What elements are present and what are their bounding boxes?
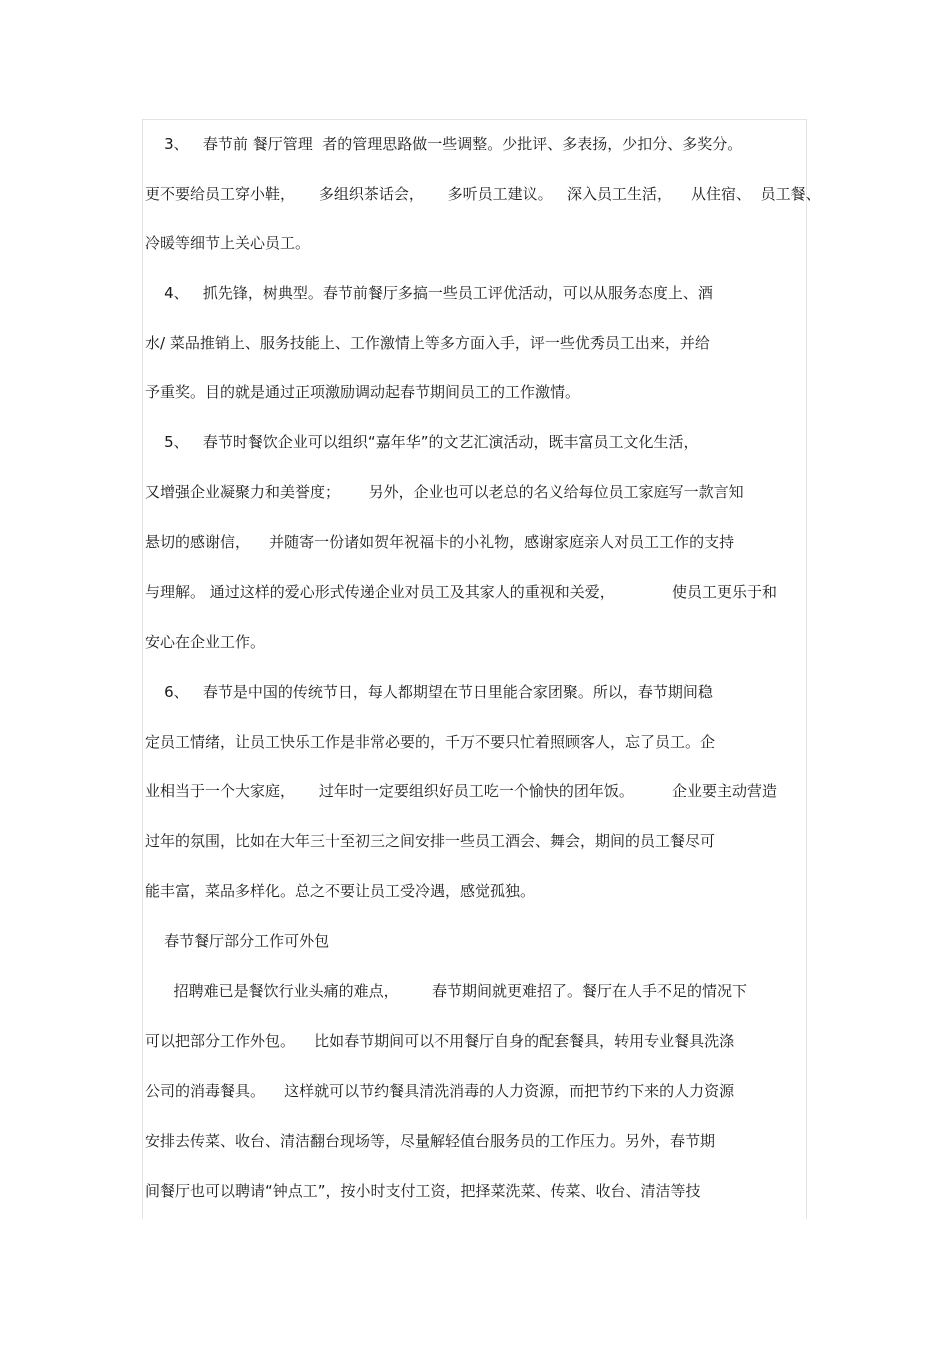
text-line: 安心在企业工作。 <box>145 633 266 651</box>
text-line: 招聘难已是餐饮行业头痛的难点， 春节期间就更难招了。餐厅在人手不足的情况下 <box>145 982 747 1000</box>
text-line: 定员工情绪，让员工快乐工作是非常必要的，千万不要只忙着照顾客人，忘了员工。企 <box>145 733 716 751</box>
text-line: 安排去传菜、收台、清洁翻台现场等，尽量解轻值台服务员的工作压力。另外，春节期 <box>145 1132 716 1150</box>
text-line: 悬切的感谢信， 并随寄一份诸如贺年祝福卡的小礼物，感谢家庭亲人对员工工作的支持 <box>145 533 735 551</box>
text-line: 4、 抓先锋，树典型。春节前餐厅多搞一些员工评优活动，可以从服务态度上、酒 <box>145 284 713 302</box>
text-line: 间餐厅也可以聘请“钟点工”，按小时支付工资，把择菜洗菜、传菜、收台、清洁等技 <box>145 1182 701 1200</box>
text-line: 更不要给员工穿小鞋， 多组织茶话会， 多听员工建议。 深入员工生活， 从住宿、 员工餐、 <box>145 185 821 203</box>
text-line: 可以把部分工作外包。 比如春节期间可以不用餐厅自身的配套餐具，转用专业餐具洗涤 <box>145 1032 735 1050</box>
text-line: 能丰富，菜品多样化。总之不要让员工受冷遇，感觉孤独。 <box>145 882 536 900</box>
text-line: 又增强企业凝聚力和美誉度； 另外，企业也可以老总的名义给每位员工家庭写一款言知 <box>145 483 744 501</box>
text-line: 冷暖等细节上关心员工。 <box>145 234 311 252</box>
text-line: 5、 春节时餐饮企业可以组织“嘉年华”的文艺汇演活动，既丰富员工文化生活， <box>145 433 699 451</box>
text-line: 公司的消毒餐具。 这样就可以节约餐具清洗消毒的人力资源，而把节约下来的人力资源 <box>145 1082 735 1100</box>
text-line: 3、 春节前 餐厅管理 者的管理思路做一些调整。少批评、多表扬，少扣分、多奖分。 <box>145 135 743 153</box>
text-line: 予重奖。目的就是通过正项激励调动起春节期间员工的工作激情。 <box>145 383 581 401</box>
text-line: 6、 春节是中国的传统节日，每人都期望在节日里能合家团聚。所以，春节期间稳 <box>145 683 713 701</box>
text-line: 过年的氛围，比如在大年三十至初三之间安排一些员工酒会、舞会，期间的员工餐尽可 <box>145 832 716 850</box>
text-line: 业相当于一个大家庭， 过年时一定要组织好员工吃一个愉快的团年饭。 企业要主动营造 <box>145 782 777 800</box>
section-heading: 春节餐厅部分工作可外包 <box>145 932 330 950</box>
text-line: 水/ 菜品推销上、服务技能上、工作激情上等多方面入手，评一些优秀员工出来，并给 <box>145 334 710 352</box>
text-line: 与理解。 通过这样的爱心形式传递企业对员工及其家人的重视和关爱， 使员工更乐于和 <box>145 583 777 601</box>
